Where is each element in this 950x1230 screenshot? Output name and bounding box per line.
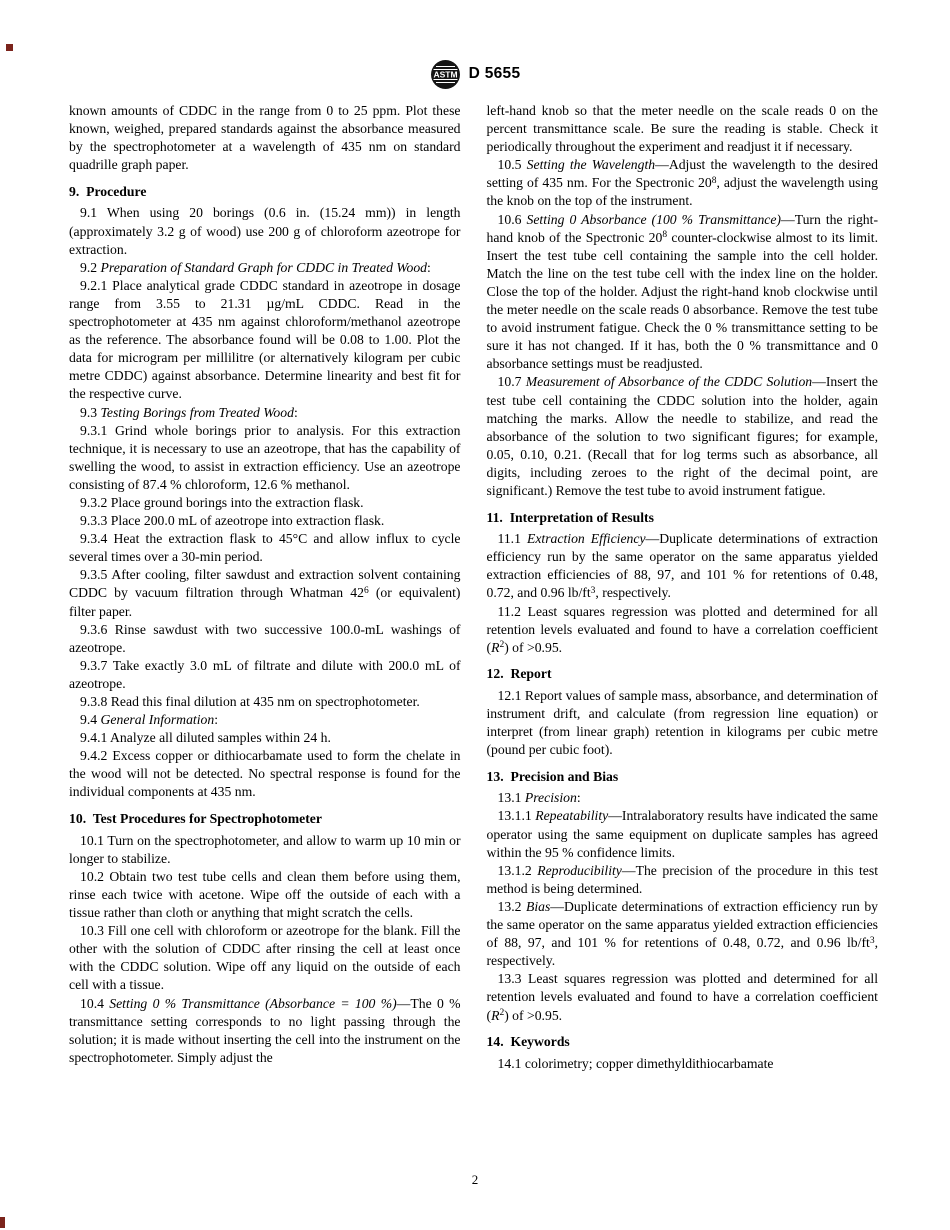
paragraph: 10.1 Turn on the spectrophotometer, and allow to warm up 10 min or longer to stabilize.: [69, 832, 461, 866]
paragraph: 14.1 colorimetry; copper dimethyldithiocarbamate: [497, 1055, 774, 1071]
paragraph: 12.1 Report values of sample mass, absorbance, and determination of instrument drift, and calculate (from regression line equation) or interpret (from linear graph) retention in kilograms per cubic metre (pound per cubic foot).: [486, 687, 878, 758]
paragraph: 11.1 Extraction Efficiency—Duplicate determinations of extraction efficiency run by the same operator on the same apparatus yielded extraction efficiencies of 88, 97, and 101 % for retentions of 0.48, 0.72, and 0.96 $lb/ft^3$, respectively.: [486, 531, 878, 601]
paragraph: 13.1 Precision:: [497, 790, 581, 806]
section-heading: 11. Interpretation of Results: [486, 509, 654, 525]
scan-artifact-mark: [6, 44, 13, 51]
paragraph: 13.1.2 Reproducibility—The precision of the procedure in this test method is being determined.: [486, 862, 878, 896]
scan-artifact-mark: [0, 1217, 5, 1228]
paragraph: 11.2 Least squares regression was plotted and determined for all retention levels evaluated and found to have a correlation coefficient $(R^2)$ of >0.95.: [486, 603, 878, 655]
paragraph: 9.4.2 Excess copper or dithiocarbamate used to form the chelate in the wood will not be detected. No spectral response is found for the individual components at 435 nm.: [69, 748, 461, 800]
paragraph: 10.6 Setting 0 Absorbance (100 % Transmittance)—Turn the right-hand knob of the Spectronic $20^8$ counter-clockwise almost to its limit. Insert the test tube cell containing the sample into the cell holder. Match the line on the test tube cell with the index line on the holder. Close the top of the holder. Adjust the right-hand knob clockwise until the meter needle on the scale reads 0 absorbance. Remove the test tube to avoid instrument fatigue. Check the 0 % transmittance setting to be sure it has not changed. If it has, both the 0 % transmittance and 0 absorbance settings must be readjusted.: [486, 211, 878, 372]
doc-number: D 5655: [468, 65, 521, 82]
paragraph: 10.4 Setting 0 % Transmittance (Absorbance = 100 %)—The 0 % transmittance setting corresponds to no light passing through the solution; it is made without inserting the cell into the instrument on the spectrophotometer. Simply adjust the: [69, 995, 461, 1065]
paragraph: known amounts of CDDC in the range from 0 to 25 ppm. Plot these known, weighed, prepared standards against the absorbance measured by the spectrophotometer at a wavelength of 435 nm on standard quadrille graph paper.: [69, 103, 461, 173]
paragraph: 10.7 Measurement of Absorbance of the CDDC Solution—Insert the test tube cell containing the CDDC solution into the holder, again matching the marks. Allow the needle to stabilize, and read the absorbance of the solution to two significant figures; for example, 0.05, 0.10, 0.21. (Recall that for log terms such as absorbance, all digits, including zeroes to the right of the decimal point, are significant.) Remove the test tube to avoid instrument fatigue.: [486, 374, 878, 498]
paragraph: 9.3.3 Place 200.0 mL of azeotrope into extraction flask.: [80, 513, 385, 529]
paragraph: 9.2 Preparation of Standard Graph for CDDC in Treated Wood:: [80, 259, 431, 275]
paragraph: 10.2 Obtain two test tube cells and clean them before using them, rinse each twice with acetone. Wipe off the outside of each with a tissue rather than cloth or anything that might scratch the cells.: [69, 868, 461, 921]
paragraph: 9.3.7 Take exactly 3.0 mL of filtrate and dilute with 200.0 mL of azeotrope.: [69, 657, 461, 691]
paragraph: 9.3.1 Grind whole borings prior to analysis. For this extraction technique, it is necessary to use an azeotrope, that has the capability of swelling the wood, to assist in extraction efficiency. Use an azeotrope consisting of 87.4 % chloroform, 12.6 % methanol.: [69, 422, 461, 492]
paragraph: 9.3.5 After cooling, filter sawdust and extraction solvent containing CDDC by vacuum filtration through Whatman $42^6$ (or equivalent) filter paper.: [69, 567, 461, 619]
section-heading: 10. Test Procedures for Spectrophotometer: [69, 811, 322, 827]
left-column: [69, 102, 461, 1073]
document-body: [0, 92, 950, 1073]
right-column: [487, 102, 879, 1073]
section-heading: 14. Keywords: [486, 1034, 570, 1050]
astm-logo-text: ASTM: [433, 69, 458, 79]
paragraph: 13.3 Least squares regression was plotted and determined for all retention levels evaluated and found to have a correlation coefficient $(R^2)$ of >0.95.: [486, 971, 878, 1023]
paragraph: 9.1 When using 20 borings (0.6 in. (15.24 mm)) in length (approximately 3.2 g of wood) use 200 g of chloroform azeotrope for extraction.: [69, 205, 461, 257]
paragraph: 9.2.1 Place analytical grade CDDC standard in azeotrope in dosage range from 3.55 to 21.31 µg/mL CDDC. Read in the spectrophotometer at 435 nm against chloroform/methanol azeotrope as the reference. The absorbance found will be 0.08 to 1.00. Plot the data for microgram per millilitre (or alternatively kilogram per cubic metre CDDC) against absorbance. Determine linearity and best fit for the respective curve.: [69, 277, 461, 402]
paragraph: 13.2 Bias—Duplicate determinations of extraction efficiency run by the same operator on the same apparatus yielded extraction efficiencies of 88, 97, and 101 % for retentions of 0.48, 0.72, and 0.96 $lb/ft^3$, respectively.: [486, 898, 879, 969]
paragraph: 9.3.6 Rinse sawdust with two successive 100.0-mL washings of azeotrope.: [69, 621, 461, 655]
page-number: 2: [471, 1172, 479, 1187]
section-heading: 12. Report: [486, 666, 552, 682]
paragraph: 10.5 Setting the Wavelength—Adjust the wavelength to the desired setting of 435 nm. For the Spectronic $20^8$, adjust the wavelength using the knob on the top of the instrument.: [486, 157, 879, 209]
document-header: [0, 0, 950, 92]
astm-logo: [430, 59, 461, 90]
paragraph: 9.3.2 Place ground borings into the extraction flask.: [80, 494, 364, 510]
paragraph: 9.4 General Information:: [80, 712, 219, 728]
section-heading: 9. Procedure: [69, 183, 147, 199]
paragraph: 9.3.4 Heat the extraction flask to 45°C and allow influx to cycle several times over a 30-min period.: [69, 531, 461, 565]
section-heading: 13. Precision and Bias: [486, 768, 619, 784]
paragraph: 13.1.1 Repeatability—Intralaboratory results have indicated the same operator using the same equipment on duplicate samples has agreed within the 95 % confidence limits.: [486, 808, 879, 860]
paragraph: 9.3.8 Read this final dilution at 435 nm on spectrophotometer.: [80, 694, 420, 709]
paragraph: 10.3 Fill one cell with chloroform or azeotrope for the blank. Fill the other with the solution of CDDC after rinsing the cell at least once with the CDDC solution. Wipe off any liquid on the outside of each cell with a tissue.: [69, 923, 461, 993]
paragraph: 9.3 Testing Borings from Treated Wood:: [80, 404, 298, 420]
paragraph: 9.4.1 Analyze all diluted samples within 24 h.: [80, 730, 331, 746]
paragraph: left-hand knob so that the meter needle on the scale reads 0 on the percent transmittance scale. Be sure the reading is stable. Check it periodically throughout the experiment and readjust it if necessary.: [486, 103, 878, 155]
page-footer: [0, 1172, 950, 1188]
